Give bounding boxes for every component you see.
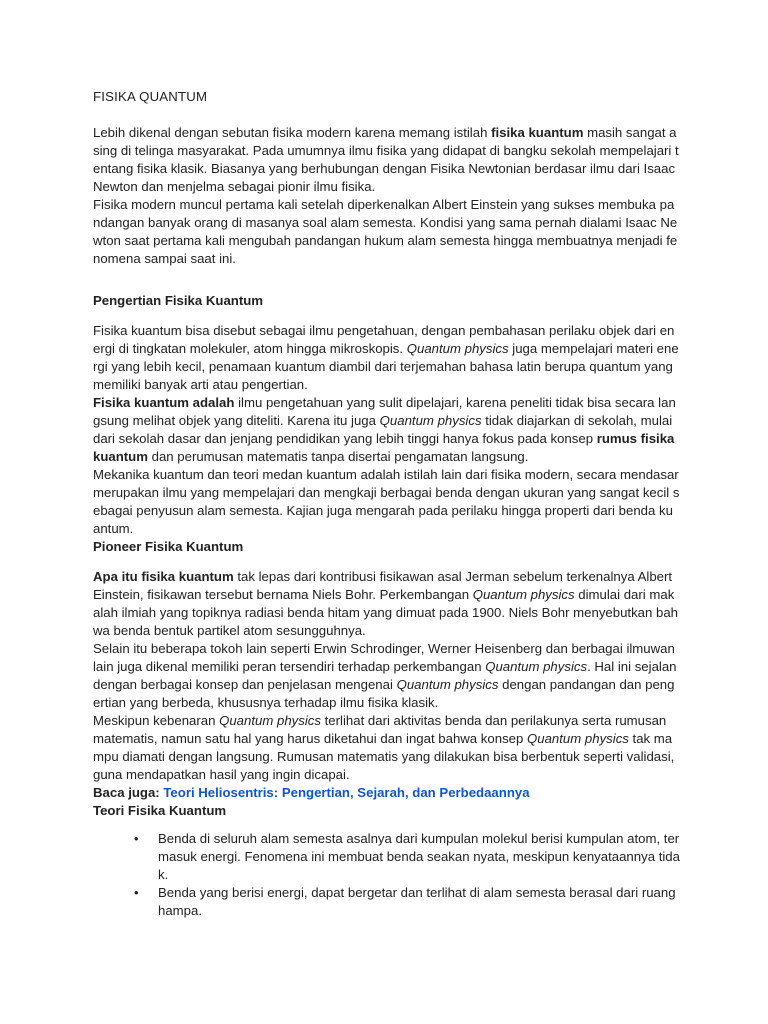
- pengertian-paragraph-3: Mekanika kuantum dan teori medan kuantum adalah istilah lain dari fisika modern, secara mendasar merupakan ilmu yang mempelajari dan mengkaji berbagai benda dengan ukuran yang sangat kecil sebagai penyusun alam semesta. Kajian juga mengarah pada perilaku hingga properti dari benda kuantum.: [93, 467, 680, 536]
- italic-term: Quantum physics: [379, 413, 482, 428]
- bullet-icon: •: [134, 885, 139, 900]
- bold-term: rumus fisika kuantum: [93, 431, 675, 464]
- section-heading-pengertian: Pengertian Fisika Kuantum: [93, 293, 264, 308]
- italic-term: Quantum physics: [406, 341, 509, 356]
- text-run: Lebih dikenal dengan sebutan fisika modern karena memang istilah: [93, 125, 492, 140]
- spacer: [93, 556, 680, 568]
- italic-term: Quantum physics: [527, 731, 629, 746]
- text-run: terlihat dari aktivitas benda dan perilakunya serta rumusan matematis, namun satu hal yang harus diketahui dan ingat bahwa konsep: [93, 713, 667, 746]
- text-run: tak mampu diamati dengan langsung. Rumusan matematis yang dilakukan bisa berbentuk seperti validasi, guna mendapatkan hasil yang ingin dicapai.: [93, 731, 675, 782]
- see-also: [93, 784, 680, 802]
- italic-term: Quantum physics: [219, 713, 321, 728]
- text-run: dan perumusan matematis tanpa disertai pengamatan langsung.: [147, 449, 529, 464]
- bold-term: fisika kuantum: [491, 125, 584, 140]
- heliosentris-link[interactable]: Teori Heliosentris: Pengertian, Sejarah, dan Perbedaannya: [163, 785, 530, 800]
- pioneer-paragraph-2: [93, 640, 680, 712]
- bold-term: Fisika kuantum adalah: [93, 395, 235, 410]
- text-run: . Hal ini sejalan dengan berbagai konsep dan penjelasan mengenai: [93, 659, 677, 692]
- spacer: [93, 310, 680, 322]
- text-run: dengan pandangan dan pengertian yang berbeda, khususnya terhadap ilmu fisika klasik.: [93, 677, 675, 710]
- intro-paragraph-1: [93, 124, 680, 196]
- list-item-text: Benda yang berisi energi, dapat bergetar dan terlihat di alam semesta berasal dari ruang hampa.: [158, 885, 676, 918]
- text-run: masih sangat asing di telinga masyarakat. Pada umumnya ilmu fisika yang didapat di bangku sekolah mempelajari tentang fisika klasik. Biasanya yang berhubungan dengan Fisika Newtonian berdasar ilmu dari Isaac Newton dan menjelma sebagai pionir ilmu fisika.: [93, 125, 679, 194]
- text-run: tak lepas dari kontribusi fisikawan asal Jerman sebelum terkenalnya Albert Einstein, fisikawan tersebut bernama Niels Bohr. Perkembangan: [93, 569, 673, 602]
- text-run: tidak diajarkan di sekolah, mulai dari sekolah dasar dan jenjang pendidikan yang lebih tinggi hanya fokus pada konsep: [93, 413, 673, 446]
- italic-term: Quantum physics: [472, 587, 575, 602]
- text-run: Meskipun kebenaran: [93, 713, 220, 728]
- bullet-icon: •: [134, 831, 139, 846]
- italic-term: Quantum physics: [396, 677, 499, 692]
- pengertian-paragraph-1: [93, 322, 680, 394]
- section-heading-teori: Teori Fisika Kuantum: [93, 803, 227, 818]
- bold-term: Apa itu fisika kuantum: [93, 569, 234, 584]
- text-run: juga mempelajari materi energi yang lebih kecil, penamaan kuantum diambil dari terjemahan bahasa latin berupa quantum yang memiliki banyak arti atau pengertian.: [93, 341, 679, 392]
- see-also-label: Baca juga:: [93, 785, 164, 800]
- pioneer-paragraph-1: [93, 568, 680, 640]
- list-item: [134, 830, 680, 884]
- text-run: Fisika kuantum bisa disebut sebagai ilmu pengetahuan, dengan pembahasan perilaku objek dari energi di tingkatan molekuler, atom hingga mikroskopis.: [93, 323, 675, 356]
- spacer: [93, 268, 680, 292]
- text-run: dimulai dari makalah ilmiah yang topiknya radiasi benda hitam yang dimuat pada 1900. Niels Bohr menyebutkan bahwa benda bentuk partikel atom sesungguhnya.: [93, 587, 679, 638]
- list-item: [134, 884, 680, 920]
- text-run: Selain itu beberapa tokoh lain seperti Erwin Schrodinger, Werner Heisenberg dan berbagai ilmuwan lain juga dikenal memiliki peran tersendiri terhadap perkembangan: [93, 641, 675, 674]
- list-item-text: Benda di seluruh alam semesta asalnya dari kumpulan molekul berisi kumpulan atom, termasuk energi. Fenomena ini membuat benda seakan nyata, meskipun kenyataannya tidak.: [158, 831, 680, 882]
- section-heading-pioneer: Pioneer Fisika Kuantum: [93, 539, 244, 554]
- pengertian-paragraph-2: [93, 394, 680, 466]
- intro-paragraph-2: Fisika modern muncul pertama kali setelah diperkenalkan Albert Einstein yang sukses membuka pandangan banyak orang di masanya soal alam semesta. Kondisi yang sama pernah dialami Isaac Newton saat pertama kali mengubah pandangan hukum alam semesta hingga membuatnya menjadi fenomena sampai saat ini.: [93, 197, 678, 266]
- pioneer-paragraph-3: [93, 712, 680, 784]
- italic-term: Quantum physics: [485, 659, 588, 674]
- document-title: FISIKA QUANTUM: [93, 89, 208, 104]
- text-run: ilmu pengetahuan yang sulit dipelajari, karena peneliti tidak bisa secara langsung melihat objek yang diteliti. Karena itu juga: [93, 395, 676, 428]
- theory-bullet-list: [93, 830, 680, 920]
